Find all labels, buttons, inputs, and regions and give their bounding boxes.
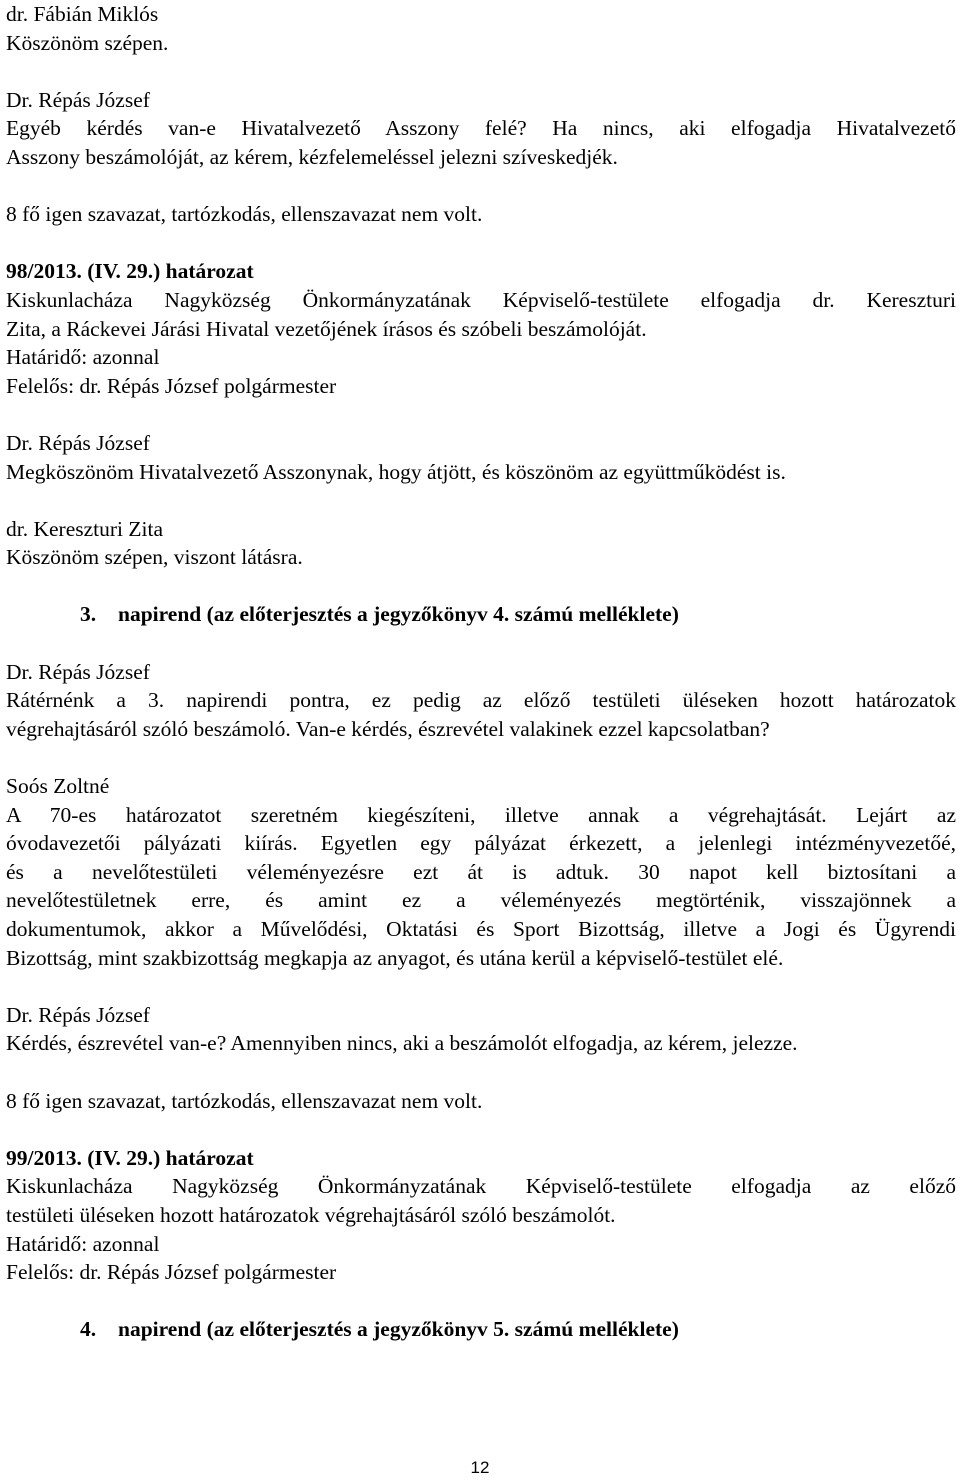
document-page <box>6 0 956 1344</box>
resolution-text: testületi üléseken hozott határozatok végrehajtásáról szóló beszámolót. <box>6 1202 616 1227</box>
speech-text: végrehajtásáról szóló beszámoló. Van-e kérdés, észrevétel valakinek ezzel kapcsolatban? <box>6 716 770 741</box>
agenda-number: 4. <box>80 1317 97 1342</box>
agenda-heading <box>6 600 956 629</box>
page-number: 12 <box>470 1458 490 1477</box>
speech-text: és a nevelőtestületi véleményezésre ezt át is adtuk. 30 napot kell biztosítani a <box>6 859 956 884</box>
speech-text: Bizottság, mint szakbizottság megkapja az anyagot, és utána kerül a képviselő-testület elé. <box>6 945 784 970</box>
speech-text: Megköszönöm Hivatalvezető Asszonynak, hogy átjött, és köszönöm az együttműködést is. <box>6 459 786 484</box>
speech-text: óvodavezetői pályázati kiírás. Egyetlen egy pályázat érkezett, a jelenlegi intézményvezetőé, <box>6 831 956 856</box>
resolution-title: 98/2013. (IV. 29.) határozat <box>6 259 254 284</box>
agenda-title: napirend (az előterjesztés a jegyzőkönyv 5. számú melléklete) <box>118 1317 679 1342</box>
speech-text: Kérdés, észrevétel van-e? Amennyiben nincs, aki a beszámolót elfogadja, az kérem, jelezze. <box>6 1031 798 1056</box>
agenda-title: napirend (az előterjesztés a jegyzőkönyv 4. számú melléklete) <box>118 602 679 627</box>
speech-text: Köszönöm szépen, viszont látásra. <box>6 545 303 570</box>
speaker-name: dr. Fábián Miklós <box>6 2 159 26</box>
vote-result: 8 fő igen szavazat, tartózkodás, ellenszavazat nem volt. <box>6 202 483 227</box>
speech-text: Köszönöm szépen. <box>6 30 169 55</box>
resolution-deadline: Határidő: azonnal <box>6 1231 160 1256</box>
resolution-responsible: Felelős: dr. Répás József polgármester <box>6 373 337 398</box>
resolution-responsible: Felelős: dr. Répás József polgármester <box>6 1260 337 1285</box>
speaker-name: dr. Kereszturi Zita <box>6 516 164 541</box>
speaker-name: Soós Zoltné <box>6 774 110 799</box>
speech-text: dokumentumok, akkor a Művelődési, Oktatási és Sport Bizottság, illetve a Jogi és Ügyrendi <box>6 917 956 941</box>
resolution-title: 99/2013. (IV. 29.) határozat <box>6 1145 254 1170</box>
speaker-name: Dr. Répás József <box>6 87 150 112</box>
speech-text: Egyéb kérdés van-e Hivatalvezető Asszony felé? Ha nincs, aki elfogadja Hivatalvezető <box>6 116 956 141</box>
speech-text: nevelőtestületnek erre, és amint ez a véleményezés megtörténik, visszajönnek a <box>6 888 956 913</box>
vote-result: 8 fő igen szavazat, tartózkodás, ellenszavazat nem volt. <box>6 1088 483 1113</box>
speaker-name: Dr. Répás József <box>6 1002 150 1027</box>
speaker-name: Dr. Répás József <box>6 659 150 684</box>
speech-text: A 70-es határozatot szeretném kiegészíteni, illetve annak a végrehajtását. Lejárt az <box>6 802 956 827</box>
resolution-text: Kiskunlacháza Nagyközség Önkormányzatának Képviselő-testülete elfogadja az előző <box>6 1174 956 1199</box>
resolution-deadline: Határidő: azonnal <box>6 345 160 370</box>
resolution-text: Kiskunlacháza Nagyközség Önkormányzatának Képviselő-testülete elfogadja dr. Kereszturi <box>6 287 956 312</box>
agenda-heading <box>6 1315 956 1344</box>
agenda-number: 3. <box>80 602 97 627</box>
speaker-name: Dr. Répás József <box>6 430 150 455</box>
speech-text: Asszony beszámolóját, az kérem, kézfelemeléssel jelezni szíveskedjék. <box>6 144 618 169</box>
speech-text: Rátérnénk a 3. napirendi pontra, ez pedig az előző testületi üléseken hozott határozatok <box>6 688 956 713</box>
resolution-text: Zita, a Ráckevei Járási Hivatal vezetőjének írásos és szóbeli beszámolóját. <box>6 316 647 341</box>
